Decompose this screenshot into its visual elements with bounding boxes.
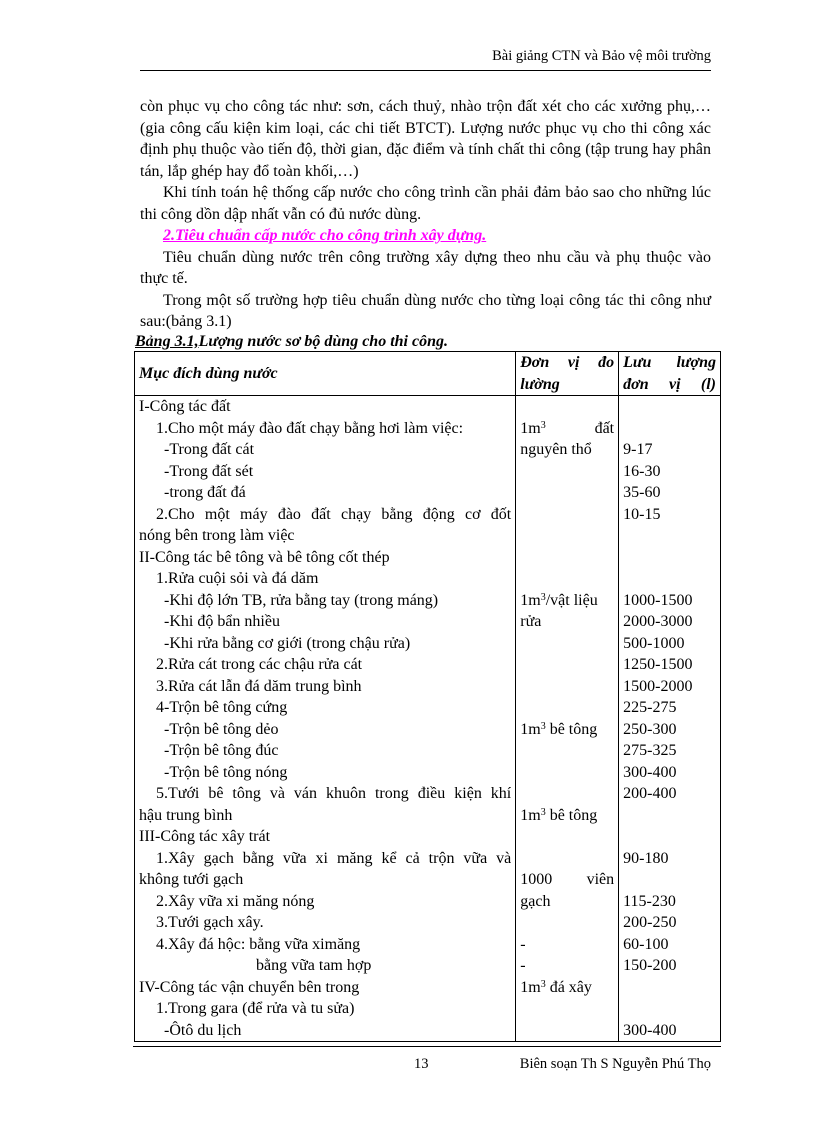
unit-value: 1m [520,806,541,824]
table-caption-label: Bảng 3.1, [135,333,199,350]
unit-line: gạch [520,892,551,910]
flow-value: 300-400 [623,763,677,781]
flow-value: 115-230 [623,892,676,910]
unit-line [520,1020,614,1042]
unit-superscript: 3 [540,419,546,431]
unit-line [520,676,614,698]
purpose-line: -trong đất đá [164,484,246,501]
paragraph-1: còn phục vụ cho công tác như: sơn, cách thuỷ, nhào trộn đất xét cho các xưởng phụ,…(gia công cấu kiện kim loại, các chi tiết BTCT). Lượng nước phục vụ cho thi công xác định phụ thuộc vào tiến độ, thời gian, đặc điểm và tính chất thi công (tập trung hay phân tán, lắp ghép hay đổ toàn khối,…) [140,98,711,180]
unit-line: - [520,935,526,953]
purpose-line: -Trộn bê tông nóng [164,763,288,781]
purpose-column [135,396,516,1042]
unit-line: rửa [520,613,542,630]
flow-value: 90-180 [623,849,669,867]
flow-value [623,869,716,891]
purpose-line: -Trong đất sét [164,462,254,480]
purpose-line: nóng bên trong làm việc [139,527,295,544]
purpose-line: hậu trung bình [139,806,233,824]
unit-suffix: bê tông [545,806,598,824]
flow-value: 150-200 [623,957,677,974]
flow-value [623,418,716,440]
purpose-line: 4-Trộn bê tông cứng [156,699,288,716]
purpose-line: -Khi độ lớn TB, rửa bằng tay (trong máng) [164,591,439,609]
flow-value: 1250-1500 [623,656,693,673]
flow-value: 9-17 [623,441,653,458]
flow-value [623,826,716,848]
unit-line [520,998,614,1020]
purpose-line: -Ôtô du lịch [164,1021,242,1039]
unit-line [520,783,614,805]
unit-suffix: bê tông [545,720,598,738]
flow-value: 300-400 [623,1021,677,1039]
unit-value: 1m [520,591,541,609]
flow-value: 200-400 [623,785,677,802]
paragraph-4: Trong một số trường hợp tiêu chuẩn dùng nước cho từng loại công tác thi công như sau:(bảng 3.1) [140,291,711,330]
purpose-line: II-Công tác bê tông và bê tông cốt thép [139,548,390,566]
unit-line: - [520,957,526,974]
table-caption [135,332,448,352]
flow-value: 500-1000 [623,634,685,652]
unit-suffix: /vật liệu [545,591,598,609]
unit-line [520,568,614,590]
unit-value: 1m [520,419,541,437]
purpose-line: III-Công tác xây trát [139,828,271,845]
purpose-line: 2.Cho một máy đào đất chạy bằng động cơ đốt [156,505,512,523]
unit-line [520,654,614,676]
unit-value: 1m [520,978,541,996]
unit-line [520,525,614,547]
unit-line [520,504,614,526]
table-caption-text: Lượng nước sơ bộ dùng cho thi công. [198,333,448,350]
unit-suffix: đá xây [545,978,592,996]
purpose-line: 5.Tưới bê tông và ván khuôn trong điều kiện khí [156,785,512,802]
unit-line: 1000 viên [520,871,615,888]
flow-column [619,396,721,1042]
unit-line [520,848,614,870]
purpose-line: -Trộn bê tông đúc [164,742,279,759]
header-rule [140,70,711,71]
table-header-row [135,352,721,396]
unit-suffix: đất [594,419,615,437]
unit-line [520,826,614,848]
unit-line [520,590,614,612]
flow-value [623,568,716,590]
paragraph-3: Tiêu chuẩn dùng nước trên công trường xây dựng theo nhu cầu và phụ thuộc vào thực tế. [140,248,711,287]
unit-line: nguyên thổ [520,441,592,458]
purpose-line: 2.Rửa cát trong các chậu rửa cát [156,656,363,673]
flow-value [623,525,716,547]
flow-value [623,977,716,999]
flow-value: 35-60 [623,484,661,501]
flow-value [623,805,716,827]
unit-superscript: 3 [540,720,546,732]
flow-value: 10-15 [623,505,661,523]
unit-line [520,396,614,418]
flow-value [623,396,716,418]
flow-value: 275-325 [623,742,677,759]
purpose-line: 2.Xây vữa xi măng nóng [156,892,315,910]
unit-line [520,633,614,655]
unit-line [520,482,614,504]
purpose-line: 3.Rửa cát lẫn đá dăm trung bình [156,677,362,695]
flow-value: 250-300 [623,720,677,738]
flow-value: 1500-2000 [623,677,693,695]
page-header: Bài giảng CTN và Bảo vệ môi trường [492,48,711,64]
unit-line [520,912,614,934]
flow-value: 1000-1500 [623,591,693,609]
purpose-line: -Trong đất cát [164,441,255,458]
flow-value: 200-250 [623,914,677,931]
unit-line [520,697,614,719]
purpose-line: 3.Tưới gạch xây. [156,914,264,931]
footer-rule [133,1046,721,1047]
purpose-line: IV-Công tác vận chuyển bên trong [139,978,360,996]
flow-value: 60-100 [623,935,669,953]
unit-superscript: 3 [540,978,546,990]
purpose-line: 1.Cho một máy đào đất chạy bằng hơi làm việc: [156,419,464,437]
header-purpose: Mục đích dùng nước [135,352,516,396]
footer-author: Biên soạn Th S Nguyễn Phú Thọ [519,1056,711,1072]
purpose-line: 1.Xây gạch bằng vữa xi măng kể cả trộn vữa và [156,849,512,867]
purpose-line: 1.Trong gara (để rửa và tu sửa) [156,1000,355,1017]
header-unit: Đơn vị đo lường [516,352,619,396]
unit-line [520,762,614,784]
purpose-line: bằng vữa tam hợp [256,957,372,974]
unit-line [520,977,614,999]
purpose-line: -Trộn bê tông dẻo [164,720,279,738]
purpose-line: 4.Xây đá hộc: bằng vữa ximăng [156,935,361,953]
unit-line [520,719,614,741]
unit-superscript: 3 [540,806,546,818]
flow-value: 16-30 [623,462,661,480]
body-text [140,96,711,333]
unit-line [520,740,614,762]
table-body-row [135,396,721,1042]
purpose-line: -Khi rửa bằng cơ giới (trong chậu rửa) [164,634,411,652]
unit-line [520,805,614,827]
flow-value [623,998,716,1020]
unit-value: 1m [520,720,541,738]
flow-value [623,547,716,569]
section-heading: 2.Tiêu chuẩn cấp nước cho công trình xây dựng. [163,227,487,244]
water-usage-table [134,351,721,1042]
header-flow: Lưu lượng đơn vị (l) [619,352,721,396]
purpose-line: I-Công tác đất [139,398,231,415]
flow-value: 2000-3000 [623,613,693,630]
purpose-line: không tưới gạch [139,871,244,888]
paragraph-2: Khi tính toán hệ thống cấp nước cho công trình cần phải đảm bảo sao cho những lúc thi công dồn dập nhất vẫn có đủ nước dùng. [140,184,711,223]
unit-line [520,461,614,483]
unit-line [520,418,614,440]
page-number: 13 [414,1056,429,1072]
flow-value: 225-275 [623,699,677,716]
purpose-line: 1.Rửa cuội sỏi và đá dăm [156,570,319,587]
unit-line [520,547,614,569]
unit-superscript: 3 [540,591,546,603]
unit-column [516,396,619,1042]
purpose-line: -Khi độ bẩn nhiều [164,613,280,630]
